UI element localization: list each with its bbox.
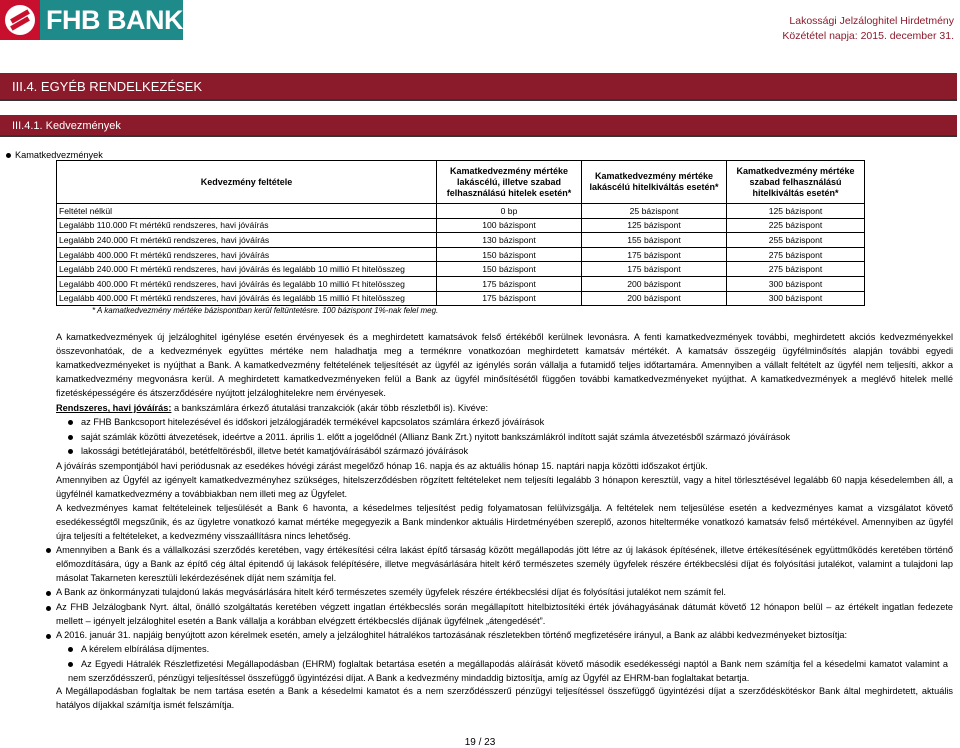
paragraph-developer: Amennyiben a Bank és a vállalkozási szerződés keretében, vagy értékesítési célra lakást építő társaság között megállapodás jött létre az új lakások építésének, illetve értékesítésének együttműködés keretében történő előmozdítására, úgy a Bank az építő cég által épitendő új lakások felépítésére, illetve megvásárlására hitelt kérő természetes személy ügyfelek részére értékbecslési díjat és folyósítási jutalékot, valamint a tulajdoni lap másolat Takarneten keresztüli lekérdezésének díját nem számítja fel.: [56, 545, 953, 583]
discount-cell: 130 bázispont: [437, 233, 582, 248]
header-date: Közététel napja: 2015. december 31.: [782, 30, 954, 42]
bullet-icon: [46, 606, 51, 611]
bullet-icon: [46, 634, 51, 639]
fhb-logo: [0, 0, 183, 40]
section-title: III.4. EGYÉB RENDELKEZÉSEK: [0, 73, 957, 101]
discount-cell: 150 bázispont: [437, 247, 582, 262]
exclusion-list: [68, 415, 790, 459]
condition-cell: Legalább 240.000 Ft mértékű rendszeres, havi jóváírás és legalább 10 millió Ft hitelösszeg: [57, 262, 437, 277]
paragraph-valuation: Az FHB Jelzálogbank Nyrt. által, önálló szolgáltatás keretében végzett ingatlan értékbecslés során megállapított hitelbiztosítéki érték jóváhagyásának dátumát követő 12 hónapon belül – az értékelt ingatlan fedezete mellett – igényelt jelzáloghitel esetén a Bank vállalja a korábban elvégzett értékbecslés díjának ügyfélnek „átengedését”.: [56, 602, 953, 626]
discount-cell: 125 bázispont: [727, 204, 865, 219]
header-col2: Kamatkedvezmény mértéke lakáscélú hitelkiváltás esetén*: [582, 161, 727, 204]
condition-cell: Feltétel nélkül: [57, 204, 437, 219]
paragraph-regular-credit: Rendszeres, havi jóváírás: a bankszámlára érkező átutalási tranzakciók (akár több részletből is). Kivéve:: [56, 403, 489, 413]
paragraph-withdrawal: Amennyiben az Ügyfél az igényelt kamatkedvezményhez szükséges, hitelszerződésben rögzített feltételeket nem teljesíti legalább 3 hónapon keresztül, vagy a hitel törlesztésével legalább 60 napja késedelemben áll, a ügyfélnél kamatkedvezmény a továbbiakban nem illeti meg az Ügyfelet.: [56, 475, 953, 499]
discount-cell: 200 bázispont: [582, 276, 727, 291]
list-item: Az Egyedi Hátralék Részletfizetési Megállapodásban (EHRM) foglaltak betartása esetén a megállapodás aláírását követő második esedékességi naptól a Bank nem számítja fel a késedelmi kamatot valamint a nem szerződésszerű, pénzügyi teljesítéssel összefüggő ügyintézési díjat. A Bank a kedvezmény mindaddig biztosítja, amíg az Ügyfél az EHRM-ban foglaltakat betartja.: [68, 657, 948, 686]
discount-cell: 0 bp: [437, 204, 582, 219]
list-item: A kérelem elbírálása díjmentes.: [68, 642, 948, 657]
paragraph-arrears: A 2016. január 31. napjáig benyújtott azon kérelmek esetén, amely a jelzáloghitel hátralékos tartozásának részletekben történő megfizetésére irányul, a Bank az alábbi kedvezményeket biztosítja:: [56, 630, 848, 640]
discount-cell: 225 bázispont: [727, 218, 865, 233]
discount-cell: 25 bázispont: [582, 204, 727, 219]
table-row: [57, 262, 865, 277]
table-row: [57, 233, 865, 248]
list-item: saját számlák közötti átvezetések, ideértve a 2011. április 1. előtt a jogelődnél (Allianz Bank Zrt.) nyitott bankszámlákról indított saját számla átvezetésből származó jóváírások: [68, 430, 790, 445]
table-row: [57, 247, 865, 262]
list-item: lakossági betétlejáratából, betétfeltörésből, illetve betét kamatjóváírásából származó jóváírások: [68, 444, 790, 459]
table-footnote: * A kamatkedvezmény mértéke bázispontban kerül feltüntetésre. 100 bázispont 1%-nak felel meg.: [92, 306, 439, 315]
subsection-title: III.4.1. Kedvezmények: [0, 115, 957, 137]
discount-cell: 275 bázispont: [727, 247, 865, 262]
condition-cell: Legalább 400.000 Ft mértékű rendszeres, havi jóváírás és legalább 10 millió Ft hitelösszeg: [57, 276, 437, 291]
condition-cell: Legalább 240.000 Ft mértékű rendszeres, havi jóváírás: [57, 233, 437, 248]
arrears-list: [68, 642, 948, 686]
fhb-logo-icon: [0, 0, 40, 40]
discount-cell: 255 bázispont: [727, 233, 865, 248]
header-info: [782, 14, 954, 44]
discount-cell: 275 bázispont: [727, 262, 865, 277]
discount-cell: 175 bázispont: [437, 291, 582, 306]
discount-table: [56, 160, 865, 306]
discount-cell: 100 bázispont: [437, 218, 582, 233]
paragraph-discount-rules: A kamatkedvezmények új jelzáloghitel igénylése esetén érvényesek és a meghirdetett kamatsávok felső értékéből kerülnek levonásra. A fenti kamatkedvezmények további, meghirdetett akciós kedvezményekkel összevonhatóak, de a kedvezmények együttes mértéke nem haladhatja meg a terméknre vonatkozóan meghirdetett kamatsáv mértékét. A kamatsáv összegéig ügyfélminősítés alapján további egyedi kamatkedvezményeket is nyújthat a Bank. A kamatkedvezmény feltételének teljesítését az ügyfél az igénylés során vállalja a futamidő teljes időtartamára. Amennyiben a vállalt feltételt az ügyfél nem teljesíti, akkor a kamatkedvezmény megvonásra kerül. A meghirdetett kamatkedvezményeken felül a Bank az ügyfél minősítésétől függően további kamatkedvezményeket nyújthat. A kamatkedvezmények a meglévő hitelek mellé fizetésképességére és átszerződésére nyújtott jelzáloghitelekre nem érvényesek.: [56, 332, 953, 398]
table-row: [57, 276, 865, 291]
paragraph-period: A jóváírás szempontjából havi periódusnak az esedékes hóvégi zárást megelőző hónap 16. napja és az aktuális hónap 15. naptári napja közötti időszakot értjük.: [56, 461, 708, 471]
page-number: 19 / 23: [464, 737, 496, 748]
list-item: az FHB Bankcsoport hitelezésével és időskori jelzálogjáradék termékével kapcsolatos számlára érkező jóváírások: [68, 415, 790, 430]
header-title: Lakossági Jelzáloghitel Hirdetmény: [789, 15, 954, 27]
table-row: [57, 291, 865, 306]
bullet-icon: [46, 591, 51, 596]
table-row: [57, 204, 865, 219]
header-col3: Kamatkedvezmény mértéke szabad felhasználású hitelkiváltás esetén*: [727, 161, 865, 204]
discount-cell: 150 bázispont: [437, 262, 582, 277]
brand-name: FHB BANK: [46, 4, 183, 35]
discount-cell: 300 bázispont: [727, 276, 865, 291]
discount-cell: 175 bázispont: [582, 262, 727, 277]
discount-cell: 175 bázispont: [582, 247, 727, 262]
discount-cell: 125 bázispont: [582, 218, 727, 233]
table-row: [57, 218, 865, 233]
header-condition: Kedvezmény feltétele: [57, 161, 437, 204]
paragraph-breach: A Megállapodásban foglaltak be nem tartása esetén a Bank a késedelmi kamatot és a nem szerződésszerű pénzügyi teljesítéssel összefüggő ügyintézési díjat a szerződéskötéskor Bank által meghirdetett, aktuális hatályos díjakkal számítja ismét felszámítja.: [56, 686, 953, 710]
discount-cell: 155 bázispont: [582, 233, 727, 248]
paragraph-municipal: A Bank az önkormányzati tulajdonú lakás megvásárlására hitelt kérő természetes személy ügyfelek részére értékbecslési díjat és folyósítási jutalékot nem számít fel.: [56, 587, 726, 597]
bullet-icon: [46, 548, 51, 553]
header-col1: Kamatkedvezmény mértéke lakáscélú, illetve szabad felhasználású hitelek esetén*: [437, 161, 582, 204]
paragraph-review: A kedvezményes kamat feltételeinek teljesülését a Bank 6 havonta, a késedelmes teljesítést pedig folyamatosan felülvizsgálja. A feltételek nem teljesülése esetén a kedvezményes kamat a vizsgálatot követő esedékességtől megszűnik, és az ügyletre vonatkozó kamat mértéke megegyezik a Bank mindenkor aktuális Hirdetményében szereplő, azonos hitelterméke vonatkozó kamatsáv felső mértékével. Amennyiben az ügyfél újra teljesíti a feltételeket, a kedvezmény visszaállításra nincs lehetőség.: [56, 503, 953, 541]
list-title: Kamatkedvezmények: [14, 150, 103, 160]
discount-cell: 175 bázispont: [437, 276, 582, 291]
condition-cell: Legalább 400.000 Ft mértékű rendszeres, havi jóváírás és legalább 15 millió Ft hitelösszeg: [57, 291, 437, 306]
discount-cell: 200 bázispont: [582, 291, 727, 306]
discount-cell: 300 bázispont: [727, 291, 865, 306]
condition-cell: Legalább 110.000 Ft mértékű rendszeres, havi jóváírás: [57, 218, 437, 233]
condition-cell: Legalább 400.000 Ft mértékű rendszeres, havi jóváírás: [57, 247, 437, 262]
